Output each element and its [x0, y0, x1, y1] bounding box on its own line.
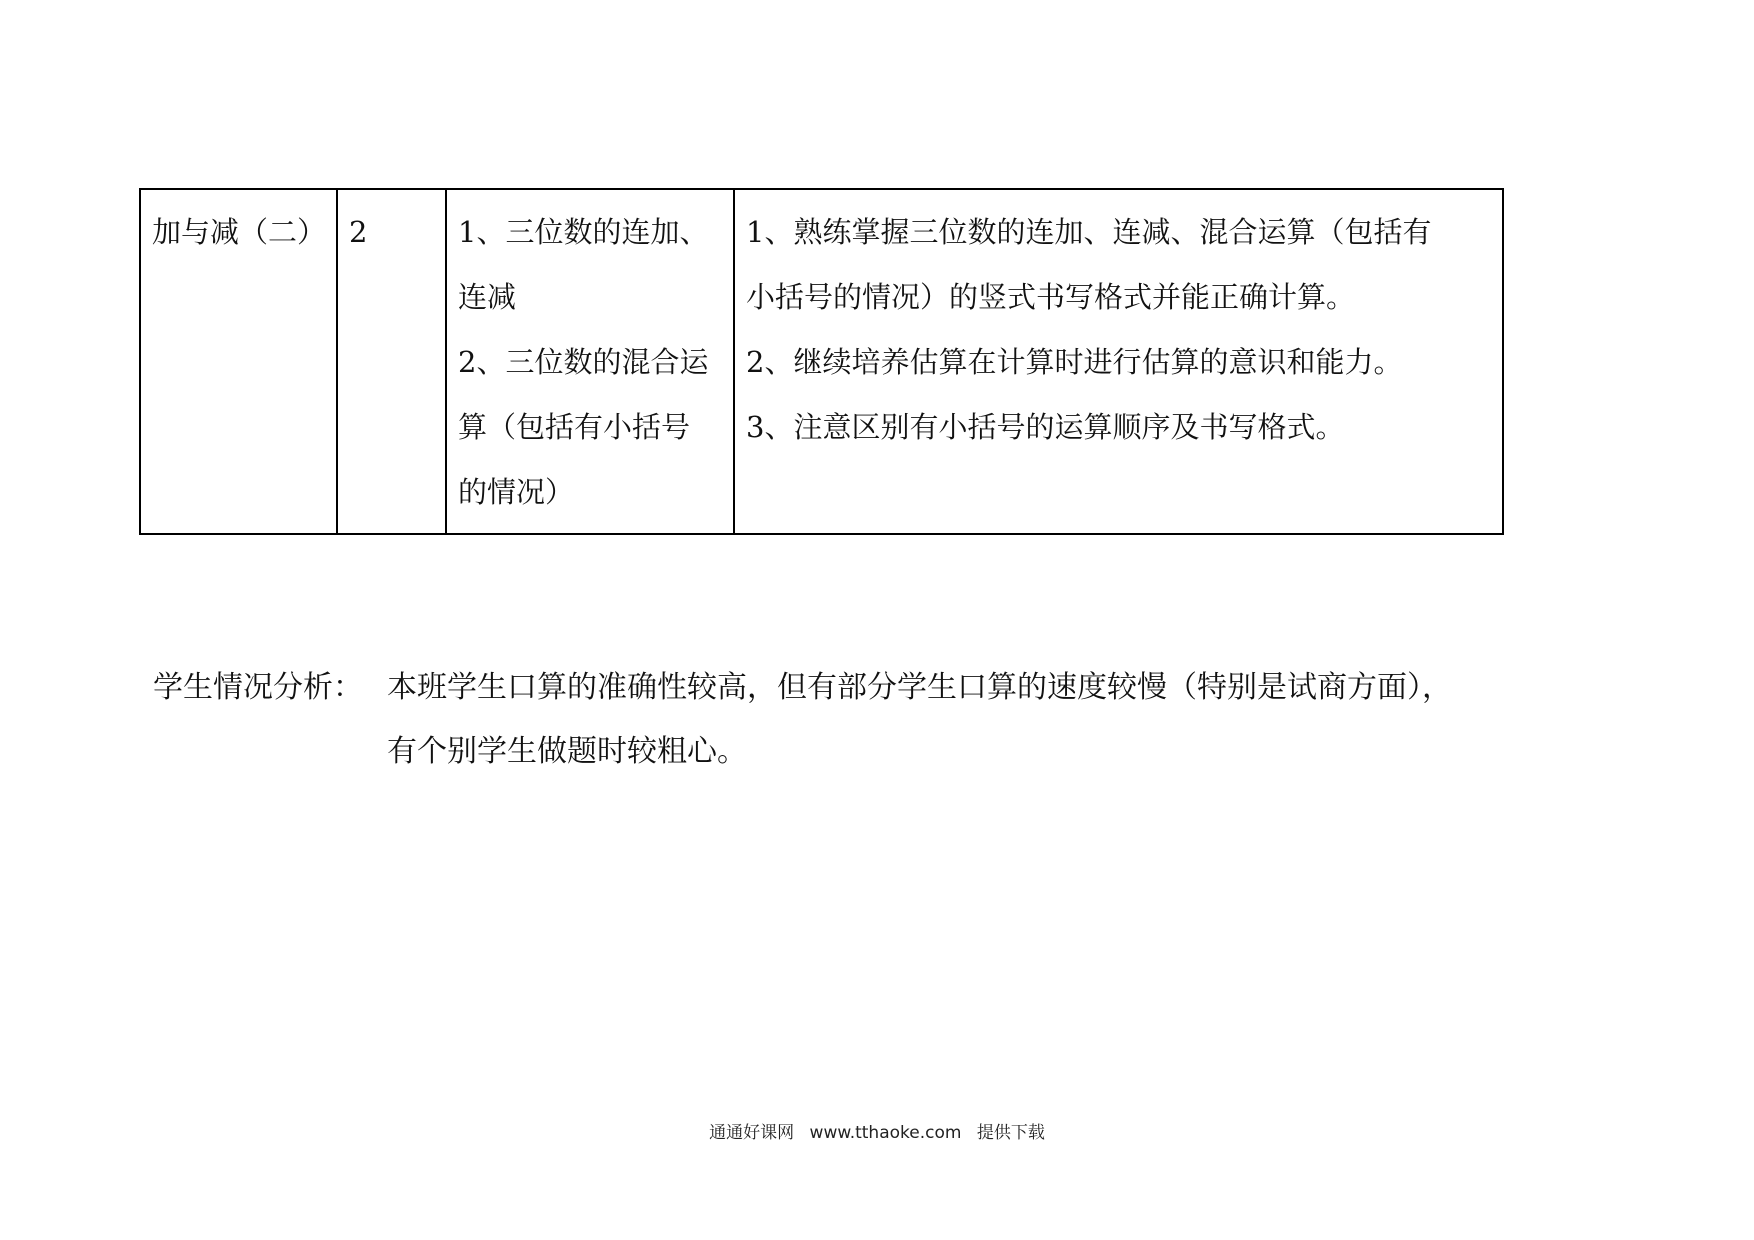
hours-cell — [337, 189, 446, 534]
analysis-second-line — [153, 720, 1452, 784]
goal-line: 1、熟练掌握三位数的连加、连减、混合运算（包括有 — [746, 215, 1432, 249]
goal-line: 2、继续培养估算在计算时进行估算的意识和能力。 — [746, 345, 1403, 379]
analysis-text: 本班学生口算的准确性较高，但有部分学生口算的速度较慢（特别是试商方面）， — [387, 670, 1452, 705]
class-hours: 2 — [349, 215, 368, 249]
content-line: 的情况） — [458, 475, 575, 509]
content-line: 2、三位数的混合运 — [458, 345, 709, 379]
analysis-text-continued: 有个别学生做题时较粗心。 — [387, 734, 747, 769]
goals-cell — [734, 189, 1503, 534]
goal-line: 小括号的情况）的竖式书写格式并能正确计算。 — [746, 280, 1356, 314]
teaching-plan-table — [139, 188, 1504, 535]
footer-url: www.tthaoke.com — [809, 1123, 962, 1143]
page-footer — [0, 1118, 1754, 1143]
footer-site-name: 通通好课网 — [709, 1123, 795, 1143]
student-analysis — [153, 656, 1452, 784]
content-line: 算（包括有小括号 — [458, 410, 691, 444]
content-line: 1、三位数的连加、 — [458, 215, 709, 249]
table-row — [140, 189, 1503, 534]
goal-line: 3、注意区别有小括号的运算顺序及书写格式。 — [746, 410, 1345, 444]
unit-cell — [140, 189, 337, 534]
analysis-first-line — [153, 656, 1452, 720]
content-cell — [446, 189, 734, 534]
footer-suffix: 提供下载 — [976, 1123, 1045, 1143]
unit-name: 加与减（二） — [152, 215, 327, 249]
content-line: 连减 — [458, 280, 517, 314]
analysis-label: 学生情况分析： — [153, 670, 363, 705]
